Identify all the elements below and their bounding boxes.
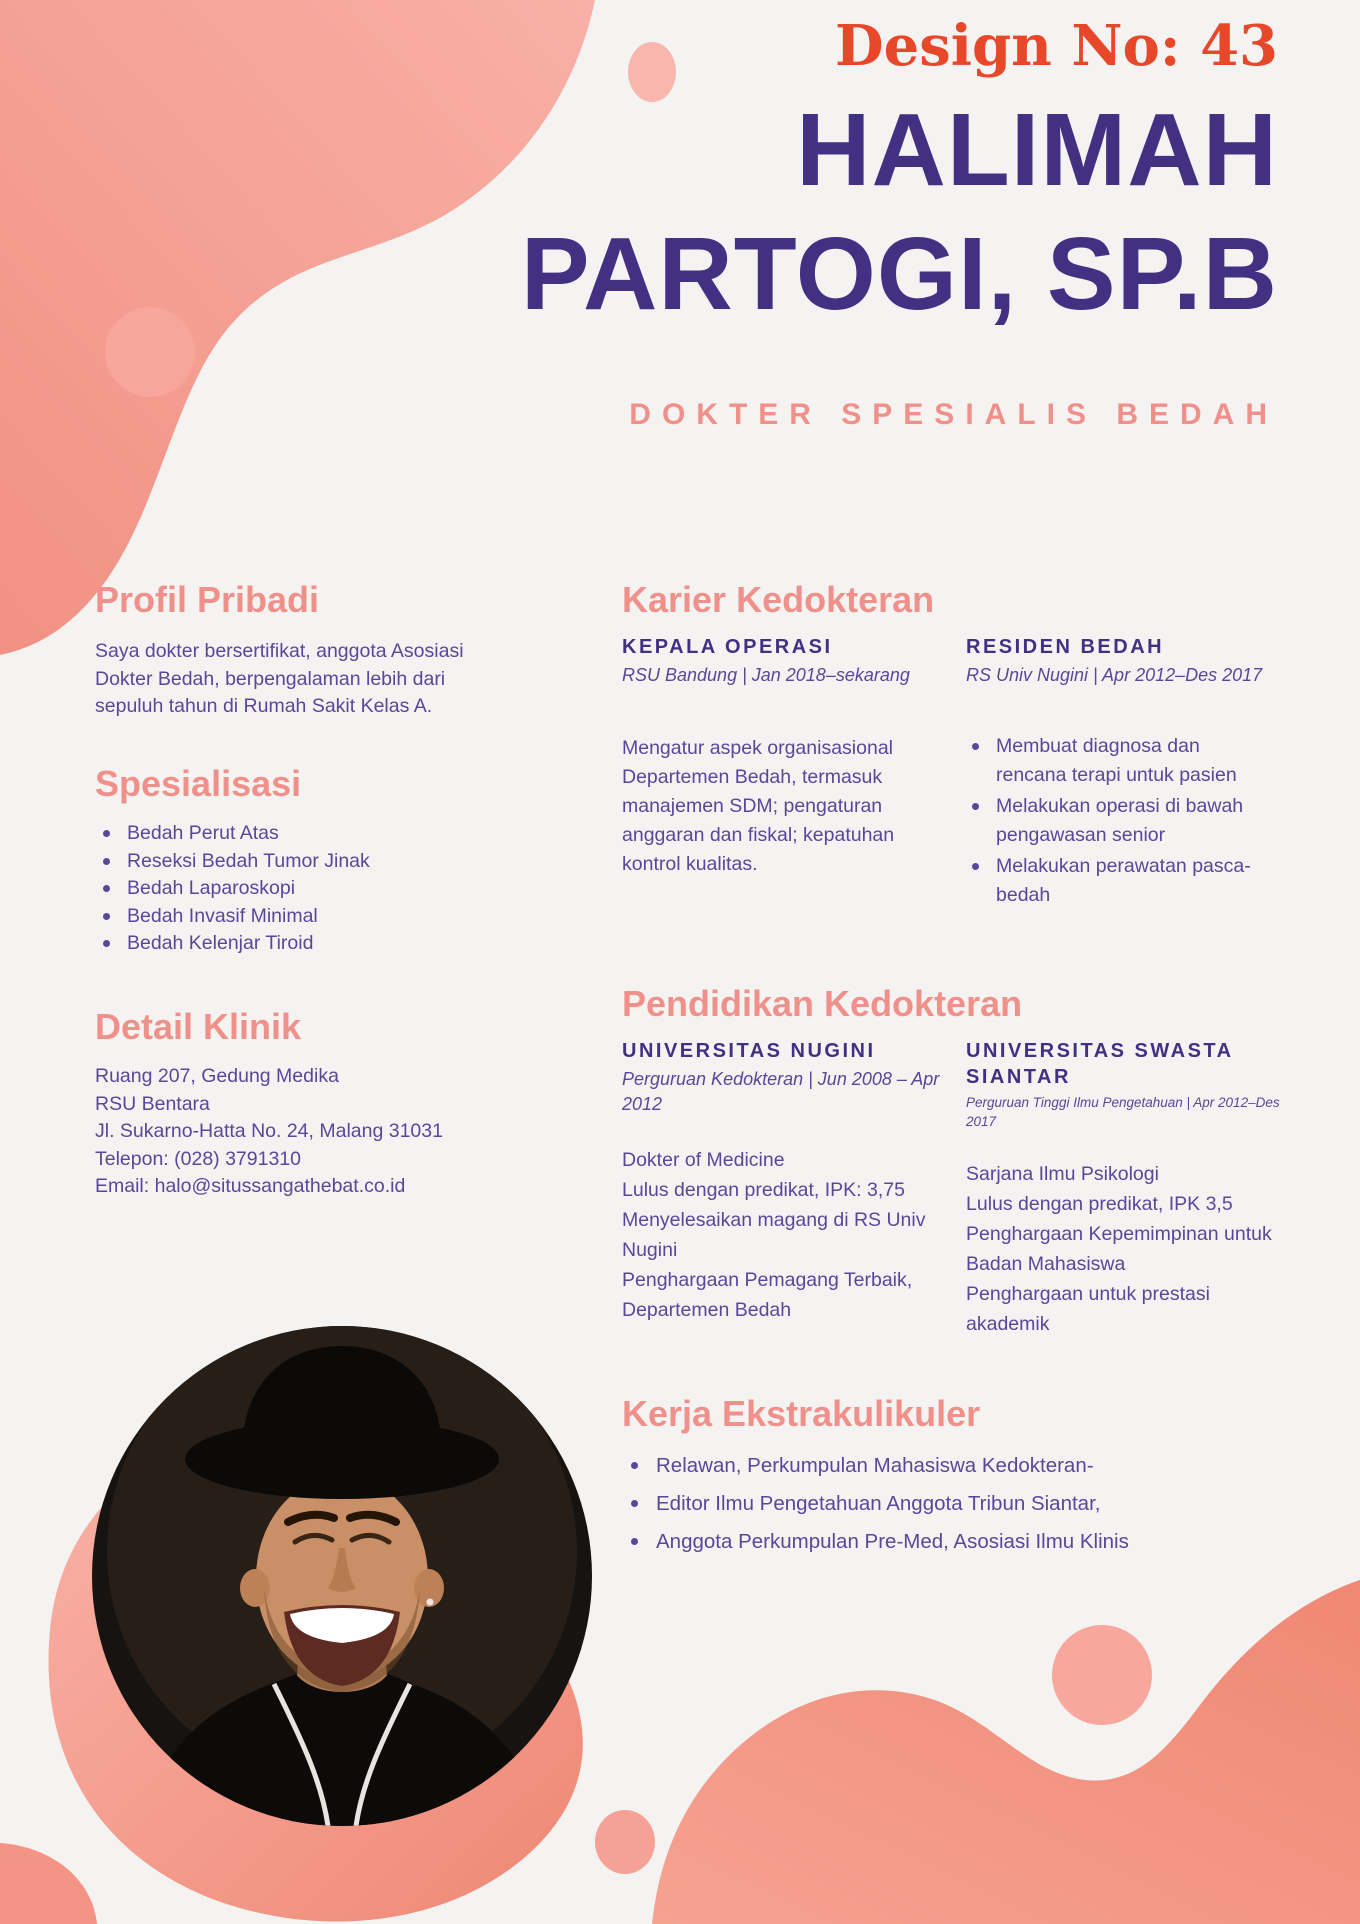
job-bullet-list <box>966 732 1256 910</box>
school-details <box>622 1145 937 1325</box>
section-karier-kedokteran <box>622 578 1322 912</box>
job-description: Mengatur aspek organisasional Departemen Bedah, termasuk manajemen SDM; pengaturan anggaran dan fiskal; kepatuhan kontrol kualitas. <box>622 737 895 875</box>
section-pendidikan-kedokteran <box>622 982 1322 1339</box>
profil-body: Saya dokter bersertifikat, anggota Asosiasi Dokter Bedah, berpengalaman lebih dari sepuluh tahun di Rumah Sakit Kelas A. <box>95 640 464 717</box>
list-item: Melakukan perawatan pasca-bedah <box>966 852 1256 910</box>
school-detail-line: Penghargaan untuk prestasi akademik <box>966 1283 1210 1335</box>
school-meta: Perguruan Kedokteran | Jun 2008 – Apr 2012 <box>622 1069 940 1114</box>
job-title: DOKTER SPESIALIS BEDAH <box>629 398 1278 431</box>
design-number-label: Design No: 43 <box>835 13 1278 79</box>
job-role: KEPALA OPERASI <box>622 636 833 658</box>
section-detail-klinik <box>95 1005 515 1201</box>
job-kepala-operasi <box>622 634 952 912</box>
school-details <box>966 1159 1281 1339</box>
karier-grid <box>622 634 1322 912</box>
section-profil-pribadi <box>95 578 500 721</box>
school-detail-line: Menyelesaikan magang di RS Univ Nugini <box>622 1209 926 1261</box>
clinic-phone-line: Telepon: (028) 3791310 <box>95 1147 301 1170</box>
school-meta: Perguruan Tinggi Ilmu Pengetahuan | Apr 2012–Des 2017 <box>966 1095 1280 1129</box>
list-item: Editor Ilmu Pengetahuan Anggota Tribun Siantar, <box>622 1490 1322 1517</box>
pendidikan-title: Pendidikan Kedokteran <box>622 983 1023 1024</box>
school-universitas-swasta-siantar <box>966 1038 1296 1339</box>
section-kerja-ekstrakulikuler <box>622 1392 1322 1566</box>
list-item: Bedah Invasif Minimal <box>95 903 500 931</box>
clinic-address-line: Jl. Sukarno-Hatta No. 24, Malang 31031 <box>95 1120 443 1142</box>
school-detail-line: Lulus dengan predikat, IPK 3,5 <box>966 1193 1233 1215</box>
kerja-title: Kerja Ekstrakulikuler <box>622 1393 981 1434</box>
clinic-hospital-line: RSU Bentara <box>95 1092 210 1115</box>
clinic-room-line: Ruang 207, Gedung Medika <box>95 1065 339 1087</box>
kerja-list <box>622 1452 1322 1555</box>
list-item: Bedah Kelenjar Tiroid <box>95 930 500 958</box>
list-item: Bedah Laparoskopi <box>95 875 500 903</box>
job-meta: RSU Bandung | Jan 2018–sekarang <box>622 665 910 685</box>
name-line-1: HALIMAH <box>796 92 1278 207</box>
clinic-details <box>95 1063 515 1201</box>
list-item: Melakukan operasi di bawah pengawasan senior <box>966 792 1256 850</box>
profil-title: Profil Pribadi <box>95 579 320 620</box>
clinic-email-line: Email: halo@situssangathebat.co.id <box>95 1175 406 1197</box>
list-item: Anggota Perkumpulan Pre-Med, Asosiasi Ilmu Klinis <box>622 1528 1322 1555</box>
list-item: Reseksi Bedah Tumor Jinak <box>95 848 500 876</box>
profile-photo <box>92 1326 592 1826</box>
school-detail-line: Penghargaan Pemagang Terbaik, Departemen Bedah <box>622 1269 913 1321</box>
pendidikan-grid <box>622 1038 1322 1339</box>
section-spesialisasi <box>95 762 500 958</box>
school-name: UNIVERSITAS SWASTA SIANTAR <box>966 1040 1233 1088</box>
karier-title: Karier Kedokteran <box>622 579 935 620</box>
school-detail-line: Penghargaan Kepemimpinan untuk Badan Mahasiswa <box>966 1223 1272 1275</box>
job-meta: RS Univ Nugini | Apr 2012–Des 2017 <box>966 665 1263 685</box>
spesialisasi-list <box>95 820 500 958</box>
portrait-illustration <box>92 1326 592 1826</box>
candidate-name <box>521 88 1278 336</box>
spesialisasi-title: Spesialisasi <box>95 763 302 804</box>
school-name: UNIVERSITAS NUGINI <box>622 1040 876 1062</box>
detail-klinik-title: Detail Klinik <box>95 1006 302 1047</box>
school-detail-line: Dokter of Medicine <box>622 1149 785 1171</box>
school-universitas-nugini <box>622 1038 952 1339</box>
list-item: Bedah Perut Atas <box>95 820 500 848</box>
job-residen-bedah <box>966 634 1296 912</box>
list-item: Membuat diagnosa dan rencana terapi untuk pasien <box>966 732 1256 790</box>
name-line-2: PARTOGI, SP.B <box>520 216 1278 331</box>
school-detail-line: Sarjana Ilmu Psikologi <box>966 1163 1159 1185</box>
header <box>521 14 1278 432</box>
school-detail-line: Lulus dengan predikat, IPK: 3,75 <box>622 1179 905 1201</box>
list-item: Relawan, Perkumpulan Mahasiswa Kedokteran- <box>622 1452 1322 1479</box>
job-role: RESIDEN BEDAH <box>966 636 1165 658</box>
